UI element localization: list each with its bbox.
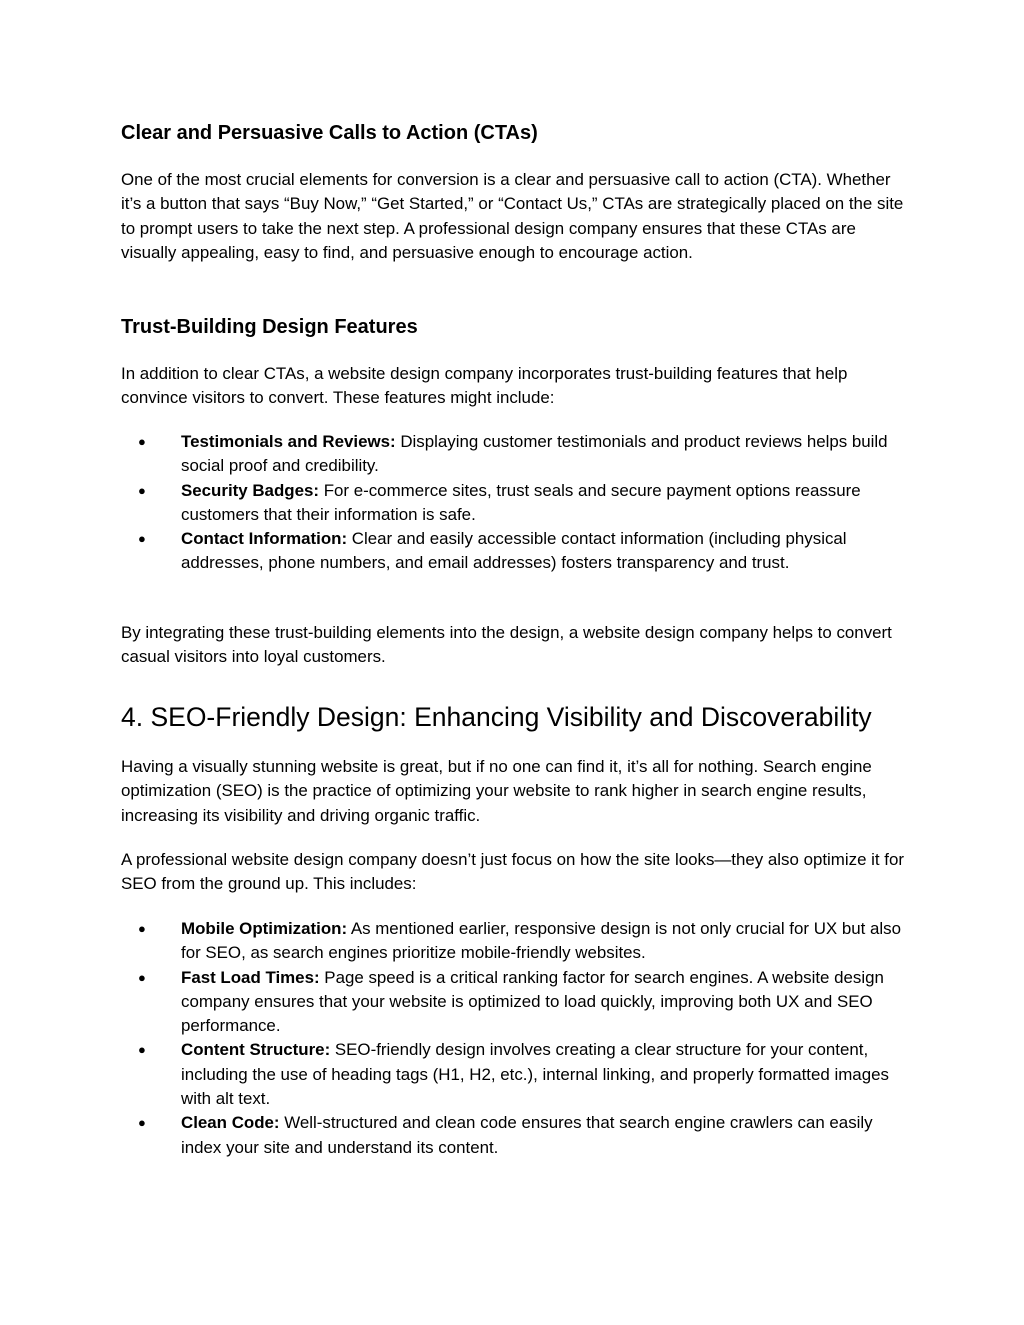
bullet-icon: ● [138,531,146,547]
seo-heading: 4. SEO-Friendly Design: Enhancing Visibility and Discoverability [121,702,872,732]
list-item-text: Displaying customer testimonials and product reviews helps build social proof and credibility. [181,432,888,476]
list-item-term: Mobile Optimization: [181,919,348,938]
list-item-term: Testimonials and Reviews: [181,432,396,451]
list-item [121,1111,901,1160]
seo-paragraph-2: A professional website design company doesn’t just focus on how the site looks—they also optimize it for SEO from the ground up. This includes: [121,850,905,894]
list-item-text: For e-commerce sites, trust seals and secure payment options reassure customers that their information is safe. [181,480,861,524]
list-item-text: As mentioned earlier, responsive design is not only crucial for UX but also for SEO, as search engines prioritize mobile-friendly websites. [181,919,902,963]
bullet-icon: ● [138,482,146,498]
list-item-term: Contact Information: [181,529,348,549]
list-item [121,430,901,479]
list-item-text: Page speed is a critical ranking factor for search engines. A website design company ensures that your website is optimized to load quickly, improving both UX and SEO performance. [181,967,884,1036]
list-item-text: SEO-friendly design involves creating a clear structure for your content, including the use of heading tags (H1, H2, etc.), internal linking, and properly formatted images with alt text. [181,1040,889,1109]
bullet-icon: ● [138,1115,146,1131]
list-item-term: Content Structure: [181,1040,331,1060]
list-item-term: Fast Load Times: [181,967,320,987]
trust-heading: Trust-Building Design Features [121,316,418,338]
bullet-icon: ● [138,969,146,985]
cta-paragraph: One of the most crucial elements for conversion is a clear and persuasive call to action (CTA). Whether it’s a button that says “Buy Now,” “Get Started,” or “Contact Us,” CTAs are strategically placed on the site to prompt users to take the next step. A professional design company ensures that these CTAs are visually appealing, easy to find, and persuasive enough to encourage action. [121,170,904,262]
bullet-icon: ● [138,1042,146,1058]
list-item [121,1038,901,1111]
list-item-term: Security Badges: [181,480,319,500]
seo-list [121,917,911,1160]
seo-paragraph-1: Having a visually stunning website is great, but if no one can find it, it’s all for nothing. Search engine optimization (SEO) is the practice of optimizing your website to rank higher in search engine results, increasing its visibility and driving organic traffic. [121,757,872,825]
bullet-icon: ● [138,921,146,936]
list-item [121,479,901,528]
trust-paragraph: In addition to clear CTAs, a website design company incorporates trust-building features that help convince visitors to convert. These features might include: [121,364,848,408]
list-item-text: Well-structured and clean code ensures that search engine crawlers can easily index your site and understand its content. [181,1113,873,1157]
list-item [121,527,901,576]
list-item [121,966,901,1039]
trust-closing-paragraph: By integrating these trust-building elements into the design, a website design company helps to convert casual visitors into loyal customers. [121,623,892,667]
bullet-icon: ● [138,434,146,449]
cta-heading: Clear and Persuasive Calls to Action (CTAs) [121,122,538,144]
list-item [121,917,901,966]
list-item-text: Clear and easily accessible contact information (including physical addresses, phone numbers, and email addresses) fosters transparency and trust. [181,529,847,573]
trust-list [121,430,911,576]
list-item-term: Clean Code: [181,1113,280,1133]
